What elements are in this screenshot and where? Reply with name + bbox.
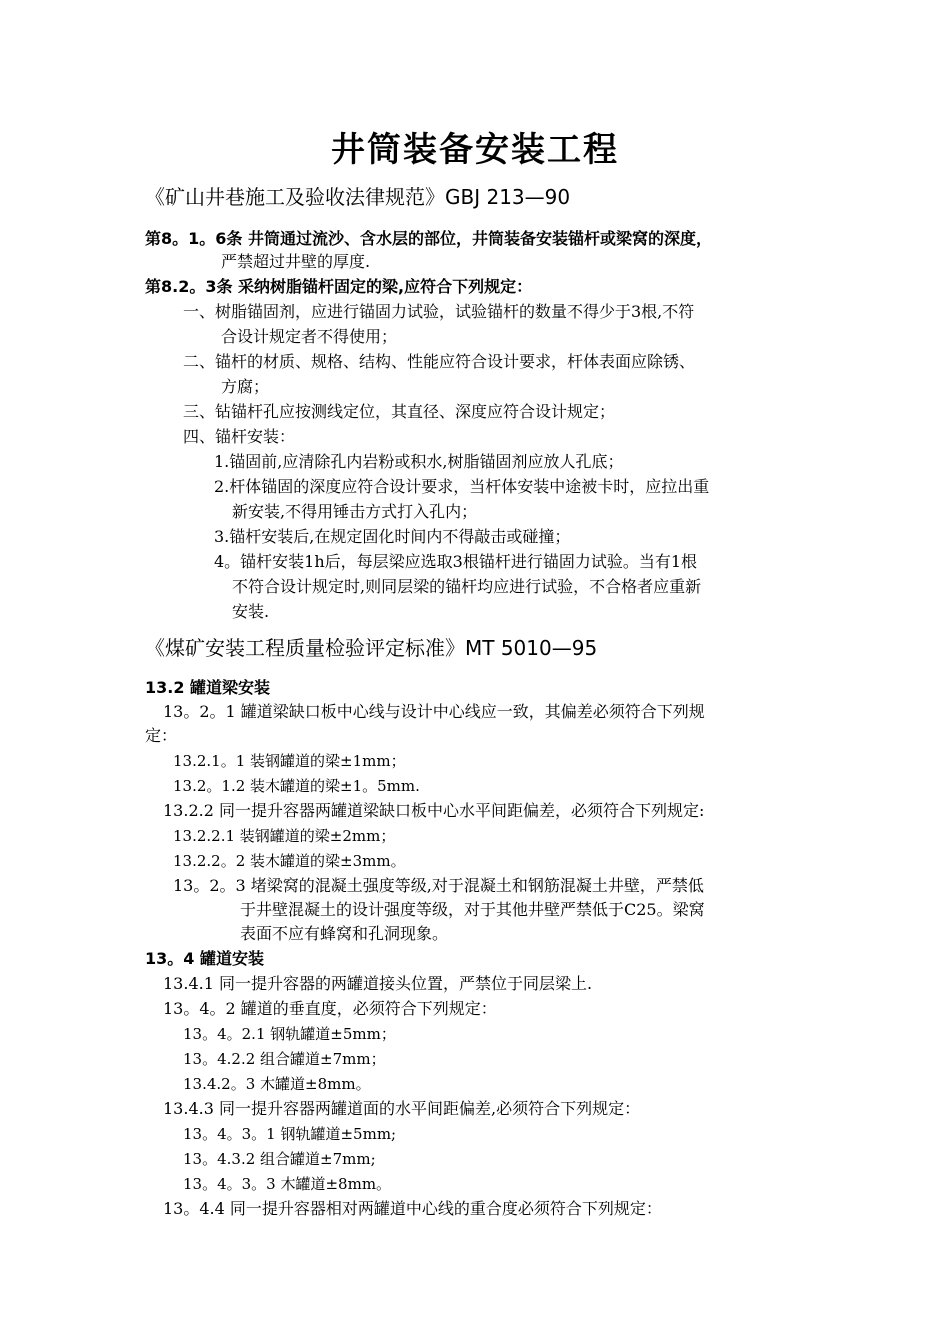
article-8-2-3-heading: 第8.2。3条 采纳树脂锚杆固定的梁,应符合下列规定：	[145, 277, 533, 296]
document-title: 井筒装备安装工程	[331, 130, 619, 170]
item-3: 三、钻锚杆孔应按测线定位，其直径、深度应符合设计规定；	[183, 402, 616, 421]
subitem-4-line3: 安装.	[232, 602, 270, 621]
section-13-4-heading: 13。4 罐道安装	[145, 949, 264, 968]
clause-13-4-2-3: 13.4.2。3 木罐道±8mm。	[183, 1075, 371, 1093]
standard-heading-gbj: 《矿山井巷施工及验收法律规范》GBJ 213—90	[145, 185, 571, 209]
item-2-line2: 方腐；	[221, 377, 270, 396]
clause-13-4-1: 13.4.1 同一提升容器的两罐道接头位置，严禁位于同层梁上.	[163, 974, 593, 993]
clause-13-4-4: 13。4.4 同一提升容器相对两罐道中心线的重合度必须符合下列规定：	[163, 1199, 662, 1218]
subitem-1: 1.锚固前,应清除孔内岩粉或积水,树脂锚固剂应放人孔底；	[214, 452, 624, 471]
clause-13-4-2-1: 13。4。2.1 钢轨罐道±5mm；	[183, 1025, 396, 1043]
standard-heading-mt: 《煤矿安装工程质量检验评定标准》MT 5010—95	[145, 636, 598, 660]
clause-13-4-2-2: 13。4.2.2 组合罐道±7mm；	[183, 1050, 386, 1068]
article-8-1-6-line1: 第8。1。6条 井筒通过流沙、含水层的部位，井筒装备安装锚杆或梁窝的深度，	[145, 229, 712, 248]
subitem-3: 3.锚杆安装后,在规定固化时间内不得敲击或碰撞；	[214, 527, 571, 546]
subitem-2-line2: 新安装,不得用锤击方式打入孔内；	[232, 502, 478, 521]
clause-13-2-3-line3: 表面不应有蜂窝和孔洞现象。	[240, 924, 449, 943]
section-13-2-heading: 13.2 罐道梁安装	[145, 678, 271, 697]
item-4: 四、锚杆安装：	[183, 427, 296, 446]
clause-13-2-2-1: 13.2.2.1 装钢罐道的梁±2mm；	[173, 827, 396, 845]
article-8-1-6-line2: 严禁超过井壁的厚度.	[221, 252, 371, 271]
clause-13-2-1-line2: 定：	[145, 726, 178, 745]
clause-13-4-3: 13.4.3 同一提升容器两罐道面的水平间距偏差,必须符合下列规定：	[163, 1099, 641, 1118]
clause-13-2-1-2: 13.2。1.2 装木罐道的梁±1。5mm.	[173, 777, 420, 795]
clause-13-4-3-1: 13。4。3。1 钢轨罐道±5mm;	[183, 1125, 397, 1143]
item-2-line1: 二、锚杆的材质、规格、结构、性能应符合设计要求，杆体表面应除锈、	[183, 352, 696, 371]
clause-13-4-3-2: 13。4.3.2 组合罐道±7mm;	[183, 1150, 376, 1168]
clause-13-4-2: 13。4。2 罐道的垂直度，必须符合下列规定：	[163, 999, 497, 1018]
clause-13-2-1-line1: 13。2。1 罐道梁缺口板中心线与设计中心线应一致，其偏差必须符合下列规	[163, 702, 705, 721]
subitem-4-line2: 不符合设计规定时,则同层梁的锚杆均应进行试验，不合格者应重新	[232, 577, 702, 596]
clause-13-2-2-2: 13.2.2。2 装木罐道的梁±3mm。	[173, 852, 406, 870]
item-1-line1: 一、树脂锚固剂，应进行锚固力试验，试验锚杆的数量不得少于3根,不符	[183, 302, 695, 321]
clause-13-2-3-line2: 于井壁混凝土的设计强度等级，对于其他井壁严禁低于C25。梁窝	[240, 900, 705, 919]
clause-13-2-2: 13.2.2 同一提升容器两罐道梁缺口板中心水平间距偏差，必须符合下列规定:	[163, 801, 705, 820]
item-1-line2: 合设计规定者不得使用；	[221, 327, 398, 346]
subitem-4-line1: 4。锚杆安装1h后，每层梁应选取3根锚杆进行锚固力试验。当有1根	[214, 552, 698, 571]
subitem-2-line1: 2.杆体锚固的深度应符合设计要求，当杆体安装中途被卡时，应拉出重	[214, 477, 710, 496]
clause-13-2-1-1: 13.2.1。1 装钢罐道的梁±1mm；	[173, 752, 406, 770]
clause-13-4-3-3: 13。4。3。3 木罐道±8mm。	[183, 1175, 392, 1193]
clause-13-2-3-line1: 13。2。3 堵梁窝的混凝土强度等级,对于混凝土和钢筋混凝土井壁，严禁低	[173, 876, 704, 895]
